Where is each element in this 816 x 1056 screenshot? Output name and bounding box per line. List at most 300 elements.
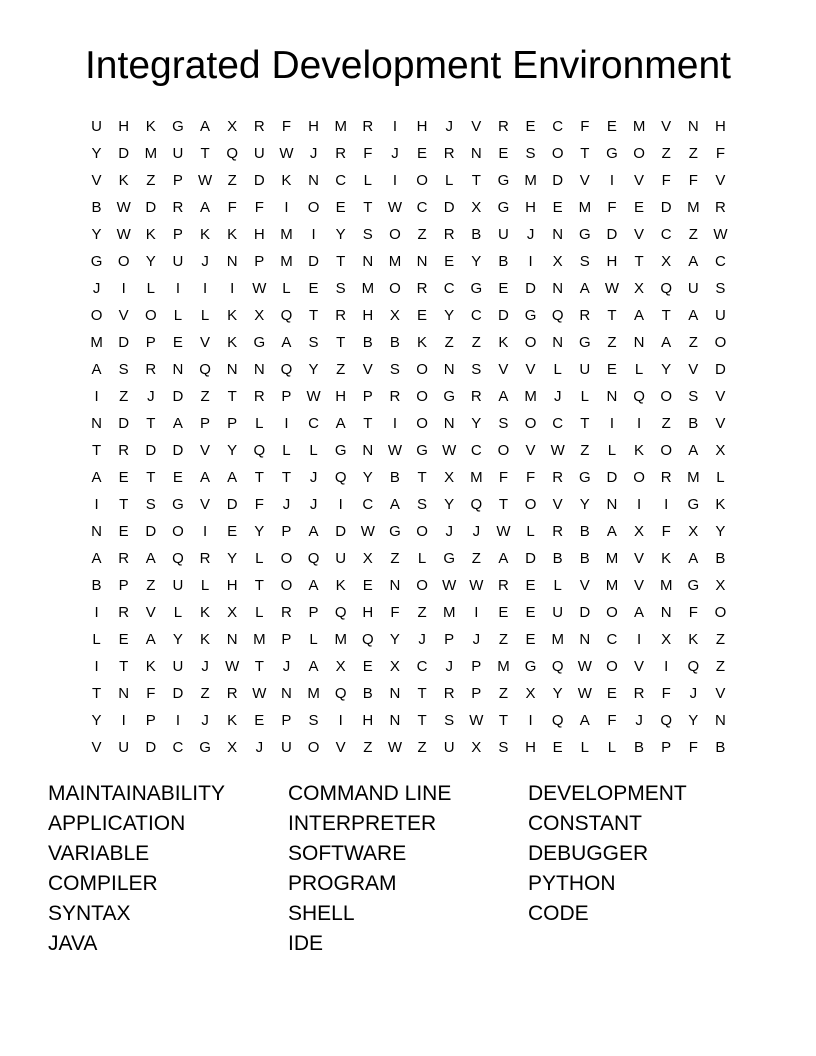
grid-cell[interactable]: N bbox=[362, 442, 374, 459]
grid-cell[interactable]: T bbox=[336, 253, 346, 270]
grid-cell[interactable]: E bbox=[525, 631, 536, 648]
grid-cell[interactable]: K bbox=[227, 226, 238, 243]
grid-cell[interactable]: G bbox=[470, 280, 483, 297]
grid-cell[interactable]: H bbox=[362, 307, 374, 324]
grid-cell[interactable]: J bbox=[445, 118, 453, 135]
grid-cell[interactable]: C bbox=[715, 253, 726, 270]
grid-cell[interactable]: R bbox=[335, 307, 347, 324]
grid-cell[interactable]: E bbox=[606, 685, 617, 702]
grid-cell[interactable]: W bbox=[252, 280, 267, 297]
grid-cell[interactable]: V bbox=[715, 172, 726, 189]
grid-cell[interactable]: N bbox=[715, 712, 726, 729]
grid-cell[interactable]: Z bbox=[471, 334, 481, 351]
grid-cell[interactable]: T bbox=[119, 496, 129, 513]
grid-cell[interactable]: U bbox=[498, 226, 509, 243]
grid-cell[interactable]: Z bbox=[498, 631, 509, 648]
grid-cell[interactable]: G bbox=[90, 253, 103, 270]
grid-cell[interactable]: Z bbox=[336, 361, 346, 378]
grid-cell[interactable]: N bbox=[91, 415, 102, 432]
grid-cell[interactable]: P bbox=[471, 658, 482, 675]
grid-cell[interactable]: Q bbox=[253, 442, 266, 459]
grid-cell[interactable]: Y bbox=[471, 253, 482, 270]
grid-cell[interactable]: P bbox=[227, 415, 238, 432]
grid-cell[interactable]: H bbox=[606, 253, 618, 270]
grid-cell[interactable]: J bbox=[445, 658, 453, 675]
grid-cell[interactable]: D bbox=[579, 604, 591, 621]
grid-cell[interactable]: N bbox=[308, 172, 319, 189]
grid-cell[interactable]: F bbox=[390, 604, 400, 621]
grid-cell[interactable]: L bbox=[445, 172, 454, 189]
grid-cell[interactable]: T bbox=[119, 658, 129, 675]
grid-cell[interactable]: T bbox=[471, 172, 481, 189]
grid-cell[interactable]: E bbox=[118, 469, 129, 486]
grid-cell[interactable]: B bbox=[715, 739, 726, 756]
grid-cell[interactable]: M bbox=[280, 253, 293, 270]
grid-cell[interactable]: J bbox=[282, 496, 291, 513]
grid-cell[interactable]: X bbox=[471, 199, 482, 216]
grid-cell[interactable]: F bbox=[688, 739, 698, 756]
grid-cell[interactable]: R bbox=[281, 604, 292, 621]
grid-cell[interactable]: I bbox=[202, 280, 208, 297]
grid-cell[interactable]: C bbox=[606, 631, 618, 648]
grid-cell[interactable]: Y bbox=[308, 361, 319, 378]
grid-cell[interactable]: I bbox=[311, 226, 316, 243]
grid-cell[interactable]: W bbox=[306, 388, 321, 405]
grid-cell[interactable]: M bbox=[253, 631, 266, 648]
grid-cell[interactable]: V bbox=[579, 577, 590, 594]
grid-cell[interactable]: L bbox=[526, 523, 535, 540]
grid-cell[interactable]: R bbox=[226, 685, 238, 702]
grid-cell[interactable]: D bbox=[335, 523, 347, 540]
grid-cell[interactable]: W bbox=[577, 658, 592, 675]
grid-cell[interactable]: K bbox=[145, 226, 156, 243]
grid-cell[interactable]: E bbox=[552, 739, 563, 756]
grid-cell[interactable]: V bbox=[634, 172, 645, 189]
grid-cell[interactable]: K bbox=[661, 550, 672, 567]
grid-cell[interactable]: X bbox=[552, 253, 563, 270]
grid-cell[interactable]: M bbox=[307, 685, 320, 702]
grid-cell[interactable]: V bbox=[200, 442, 211, 459]
grid-cell[interactable]: R bbox=[498, 577, 509, 594]
grid-cell[interactable]: Z bbox=[200, 388, 210, 405]
grid-cell[interactable]: O bbox=[90, 307, 103, 324]
grid-cell[interactable]: R bbox=[552, 523, 564, 540]
grid-cell[interactable]: Z bbox=[471, 550, 481, 567]
grid-cell[interactable]: N bbox=[470, 145, 482, 162]
grid-cell[interactable]: X bbox=[661, 631, 672, 648]
grid-cell[interactable]: F bbox=[363, 145, 373, 162]
grid-cell[interactable]: B bbox=[688, 415, 699, 432]
grid-cell[interactable]: O bbox=[714, 604, 727, 621]
grid-cell[interactable]: A bbox=[308, 577, 319, 594]
grid-cell[interactable]: X bbox=[444, 469, 455, 486]
grid-cell[interactable]: G bbox=[389, 523, 401, 540]
grid-cell[interactable]: E bbox=[606, 118, 617, 135]
grid-cell[interactable]: D bbox=[308, 253, 319, 270]
grid-cell[interactable]: O bbox=[416, 388, 428, 405]
grid-cell[interactable]: C bbox=[660, 226, 672, 243]
grid-cell[interactable]: D bbox=[172, 388, 184, 405]
grid-cell[interactable]: G bbox=[578, 334, 591, 351]
grid-cell[interactable]: Y bbox=[91, 145, 102, 162]
grid-cell[interactable]: S bbox=[715, 280, 726, 297]
grid-cell[interactable]: K bbox=[227, 307, 238, 324]
grid-cell[interactable]: Z bbox=[661, 415, 671, 432]
grid-cell[interactable]: Z bbox=[715, 658, 726, 675]
grid-cell[interactable]: R bbox=[715, 199, 726, 216]
grid-cell[interactable]: Q bbox=[660, 280, 673, 297]
grid-cell[interactable]: Z bbox=[417, 226, 427, 243]
grid-cell[interactable]: V bbox=[525, 361, 536, 378]
grid-cell[interactable]: Q bbox=[470, 496, 483, 513]
grid-cell[interactable]: S bbox=[579, 253, 590, 270]
grid-cell[interactable]: N bbox=[389, 685, 401, 702]
grid-cell[interactable]: O bbox=[389, 226, 401, 243]
grid-cell[interactable]: R bbox=[335, 145, 347, 162]
grid-cell[interactable]: H bbox=[335, 388, 347, 405]
grid-cell[interactable]: W bbox=[713, 226, 728, 243]
grid-cell[interactable]: J bbox=[282, 658, 291, 675]
grid-cell[interactable]: R bbox=[443, 145, 455, 162]
grid-cell[interactable]: Z bbox=[607, 334, 617, 351]
grid-cell[interactable]: P bbox=[444, 631, 455, 648]
grid-cell[interactable]: A bbox=[389, 496, 400, 513]
grid-cell[interactable]: R bbox=[118, 442, 130, 459]
grid-cell[interactable]: R bbox=[172, 199, 184, 216]
grid-cell[interactable]: I bbox=[636, 631, 642, 648]
grid-cell[interactable]: L bbox=[200, 577, 210, 594]
grid-cell[interactable]: E bbox=[227, 523, 238, 540]
grid-cell[interactable]: G bbox=[497, 199, 510, 216]
grid-cell[interactable]: A bbox=[634, 307, 645, 324]
grid-cell[interactable]: T bbox=[254, 469, 264, 486]
grid-cell[interactable]: J bbox=[526, 226, 535, 243]
grid-cell[interactable]: D bbox=[606, 469, 618, 486]
grid-cell[interactable]: O bbox=[416, 415, 428, 432]
grid-cell[interactable]: Q bbox=[687, 658, 700, 675]
grid-cell[interactable]: D bbox=[145, 739, 157, 756]
grid-cell[interactable]: H bbox=[253, 226, 265, 243]
grid-cell[interactable]: E bbox=[525, 577, 536, 594]
grid-cell[interactable]: Z bbox=[363, 739, 373, 756]
grid-cell[interactable]: N bbox=[226, 361, 238, 378]
grid-cell[interactable]: Y bbox=[335, 226, 346, 243]
grid-cell[interactable]: I bbox=[284, 199, 289, 216]
grid-cell[interactable]: J bbox=[309, 469, 318, 486]
grid-cell[interactable]: K bbox=[227, 712, 238, 729]
grid-cell[interactable]: J bbox=[391, 145, 399, 162]
grid-cell[interactable]: W bbox=[279, 145, 294, 162]
grid-cell[interactable]: Y bbox=[552, 685, 563, 702]
grid-cell[interactable]: P bbox=[362, 388, 373, 405]
grid-cell[interactable]: E bbox=[335, 199, 346, 216]
grid-cell[interactable]: I bbox=[284, 415, 289, 432]
grid-cell[interactable]: Q bbox=[280, 361, 293, 378]
grid-cell[interactable]: D bbox=[145, 523, 157, 540]
grid-cell[interactable]: F bbox=[254, 199, 264, 216]
grid-cell[interactable]: X bbox=[254, 307, 265, 324]
grid-cell[interactable]: F bbox=[146, 685, 156, 702]
grid-cell[interactable]: T bbox=[417, 469, 427, 486]
grid-cell[interactable]: A bbox=[200, 199, 211, 216]
grid-cell[interactable]: E bbox=[362, 577, 373, 594]
grid-cell[interactable]: A bbox=[688, 442, 699, 459]
grid-cell[interactable]: T bbox=[417, 685, 427, 702]
grid-cell[interactable]: A bbox=[688, 550, 699, 567]
grid-cell[interactable]: L bbox=[200, 307, 210, 324]
grid-cell[interactable]: E bbox=[172, 469, 183, 486]
grid-cell[interactable]: D bbox=[226, 496, 238, 513]
grid-cell[interactable]: G bbox=[524, 307, 537, 324]
grid-cell[interactable]: X bbox=[688, 523, 699, 540]
grid-cell[interactable]: K bbox=[335, 577, 346, 594]
grid-cell[interactable]: B bbox=[389, 469, 400, 486]
grid-cell[interactable]: Q bbox=[280, 307, 293, 324]
grid-cell[interactable]: R bbox=[660, 469, 672, 486]
grid-cell[interactable]: X bbox=[715, 442, 726, 459]
grid-cell[interactable]: Z bbox=[119, 388, 129, 405]
grid-cell[interactable]: N bbox=[443, 415, 455, 432]
grid-cell[interactable]: L bbox=[173, 604, 183, 621]
grid-cell[interactable]: M bbox=[280, 226, 293, 243]
grid-cell[interactable]: I bbox=[338, 712, 343, 729]
grid-cell[interactable]: H bbox=[416, 118, 428, 135]
grid-cell[interactable]: T bbox=[607, 307, 617, 324]
grid-cell[interactable]: X bbox=[389, 658, 400, 675]
grid-cell[interactable]: R bbox=[416, 280, 428, 297]
grid-cell[interactable]: Y bbox=[688, 712, 699, 729]
grid-cell[interactable]: O bbox=[307, 739, 320, 756]
grid-cell[interactable]: E bbox=[444, 253, 455, 270]
grid-cell[interactable]: R bbox=[253, 388, 265, 405]
grid-cell[interactable]: B bbox=[91, 199, 102, 216]
grid-cell[interactable]: O bbox=[660, 442, 673, 459]
grid-cell[interactable]: M bbox=[605, 577, 619, 594]
grid-cell[interactable]: F bbox=[498, 469, 509, 486]
grid-cell[interactable]: Z bbox=[417, 739, 427, 756]
grid-cell[interactable]: G bbox=[416, 442, 428, 459]
grid-cell[interactable]: A bbox=[335, 415, 346, 432]
grid-cell[interactable]: H bbox=[525, 199, 536, 216]
grid-cell[interactable]: N bbox=[226, 253, 238, 270]
grid-cell[interactable]: T bbox=[308, 307, 319, 324]
grid-cell[interactable]: H bbox=[525, 739, 536, 756]
grid-cell[interactable]: T bbox=[363, 415, 373, 432]
grid-cell[interactable]: L bbox=[92, 631, 101, 648]
grid-cell[interactable]: X bbox=[389, 307, 400, 324]
grid-cell[interactable]: O bbox=[416, 172, 428, 189]
grid-cell[interactable]: D bbox=[660, 199, 672, 216]
grid-cell[interactable]: L bbox=[607, 442, 617, 459]
grid-cell[interactable]: J bbox=[472, 631, 481, 648]
grid-cell[interactable]: I bbox=[175, 280, 181, 297]
grid-cell[interactable]: G bbox=[687, 577, 700, 594]
grid-cell[interactable]: N bbox=[118, 685, 130, 702]
grid-cell[interactable]: O bbox=[551, 145, 564, 162]
grid-cell[interactable]: D bbox=[145, 199, 157, 216]
grid-cell[interactable]: S bbox=[471, 361, 482, 378]
grid-cell[interactable]: Q bbox=[199, 361, 211, 378]
grid-cell[interactable]: N bbox=[579, 631, 591, 648]
grid-cell[interactable]: I bbox=[338, 496, 343, 513]
grid-cell[interactable]: R bbox=[362, 118, 374, 135]
grid-cell[interactable]: F bbox=[607, 712, 617, 729]
grid-cell[interactable]: L bbox=[282, 442, 291, 459]
grid-cell[interactable]: P bbox=[118, 577, 129, 594]
grid-cell[interactable]: K bbox=[498, 334, 509, 351]
grid-cell[interactable]: J bbox=[201, 712, 209, 729]
grid-cell[interactable]: Z bbox=[146, 172, 156, 189]
grid-cell[interactable]: U bbox=[687, 280, 699, 297]
grid-cell[interactable]: Z bbox=[688, 334, 698, 351]
grid-cell[interactable]: R bbox=[633, 685, 645, 702]
grid-cell[interactable]: L bbox=[146, 280, 155, 297]
grid-cell[interactable]: A bbox=[688, 307, 699, 324]
grid-cell[interactable]: U bbox=[253, 145, 265, 162]
grid-cell[interactable]: V bbox=[498, 361, 509, 378]
grid-cell[interactable]: E bbox=[634, 199, 645, 216]
grid-cell[interactable]: V bbox=[552, 496, 563, 513]
grid-cell[interactable]: U bbox=[91, 118, 102, 135]
grid-cell[interactable]: O bbox=[524, 334, 537, 351]
grid-cell[interactable]: S bbox=[417, 496, 428, 513]
grid-cell[interactable]: H bbox=[362, 712, 374, 729]
grid-cell[interactable]: U bbox=[715, 307, 726, 324]
grid-cell[interactable]: I bbox=[94, 658, 99, 675]
grid-cell[interactable]: V bbox=[91, 172, 102, 189]
grid-cell[interactable]: E bbox=[308, 280, 319, 297]
grid-cell[interactable]: A bbox=[227, 469, 238, 486]
grid-cell[interactable]: D bbox=[525, 550, 536, 567]
grid-cell[interactable]: T bbox=[498, 712, 509, 729]
grid-cell[interactable]: U bbox=[172, 145, 184, 162]
grid-cell[interactable]: N bbox=[552, 226, 564, 243]
grid-cell[interactable]: N bbox=[443, 361, 455, 378]
grid-cell[interactable]: C bbox=[335, 172, 347, 189]
grid-cell[interactable]: O bbox=[660, 388, 673, 405]
grid-cell[interactable]: G bbox=[578, 469, 591, 486]
grid-cell[interactable]: T bbox=[281, 469, 292, 486]
grid-cell[interactable]: T bbox=[336, 334, 346, 351]
grid-cell[interactable]: I bbox=[636, 496, 642, 513]
grid-cell[interactable]: I bbox=[664, 658, 669, 675]
grid-cell[interactable]: O bbox=[606, 604, 618, 621]
grid-cell[interactable]: S bbox=[498, 739, 509, 756]
grid-cell[interactable]: E bbox=[362, 658, 373, 675]
grid-cell[interactable]: A bbox=[91, 469, 102, 486]
grid-cell[interactable]: S bbox=[145, 496, 156, 513]
grid-cell[interactable]: O bbox=[606, 658, 618, 675]
grid-cell[interactable]: Z bbox=[200, 685, 210, 702]
grid-cell[interactable]: M bbox=[470, 469, 483, 486]
grid-cell[interactable]: P bbox=[281, 712, 292, 729]
grid-cell[interactable]: O bbox=[524, 415, 537, 432]
grid-cell[interactable]: P bbox=[145, 334, 156, 351]
grid-cell[interactable]: V bbox=[579, 172, 590, 189]
grid-cell[interactable]: A bbox=[661, 334, 672, 351]
grid-cell[interactable]: L bbox=[580, 388, 589, 405]
grid-cell[interactable]: O bbox=[307, 199, 320, 216]
grid-cell[interactable]: O bbox=[172, 523, 184, 540]
grid-cell[interactable]: I bbox=[636, 415, 642, 432]
grid-cell[interactable]: M bbox=[334, 631, 347, 648]
grid-cell[interactable]: A bbox=[498, 388, 509, 405]
grid-cell[interactable]: U bbox=[579, 361, 591, 378]
grid-cell[interactable]: D bbox=[145, 442, 157, 459]
grid-cell[interactable]: S bbox=[362, 226, 373, 243]
grid-cell[interactable]: A bbox=[579, 712, 590, 729]
grid-cell[interactable]: I bbox=[230, 280, 235, 297]
grid-cell[interactable]: V bbox=[145, 604, 156, 621]
grid-cell[interactable]: E bbox=[118, 523, 129, 540]
grid-cell[interactable]: I bbox=[392, 118, 398, 135]
grid-cell[interactable]: J bbox=[92, 280, 101, 297]
grid-cell[interactable]: H bbox=[308, 118, 319, 135]
grid-cell[interactable]: W bbox=[442, 442, 457, 459]
grid-cell[interactable]: W bbox=[469, 712, 484, 729]
grid-cell[interactable]: Z bbox=[580, 442, 590, 459]
grid-cell[interactable]: F bbox=[525, 469, 536, 486]
grid-cell[interactable]: Y bbox=[471, 415, 482, 432]
grid-cell[interactable]: N bbox=[253, 361, 265, 378]
grid-cell[interactable]: B bbox=[362, 685, 373, 702]
grid-cell[interactable]: X bbox=[227, 604, 238, 621]
grid-cell[interactable]: N bbox=[389, 577, 401, 594]
grid-cell[interactable]: E bbox=[172, 334, 183, 351]
grid-cell[interactable]: B bbox=[579, 550, 590, 567]
grid-cell[interactable]: E bbox=[525, 604, 536, 621]
grid-cell[interactable]: I bbox=[664, 496, 669, 513]
grid-cell[interactable]: D bbox=[606, 226, 618, 243]
grid-cell[interactable]: L bbox=[716, 469, 725, 486]
grid-cell[interactable]: P bbox=[254, 253, 265, 270]
grid-cell[interactable]: J bbox=[445, 523, 453, 540]
grid-cell[interactable]: V bbox=[688, 361, 699, 378]
grid-cell[interactable]: K bbox=[227, 334, 238, 351]
grid-cell[interactable]: A bbox=[688, 253, 699, 270]
grid-cell[interactable]: D bbox=[253, 172, 265, 189]
grid-cell[interactable]: D bbox=[118, 145, 130, 162]
grid-cell[interactable]: Z bbox=[390, 550, 400, 567]
grid-cell[interactable]: M bbox=[551, 631, 564, 648]
grid-cell[interactable]: W bbox=[442, 577, 457, 594]
grid-cell[interactable]: W bbox=[387, 199, 403, 216]
grid-cell[interactable]: A bbox=[145, 631, 156, 648]
grid-cell[interactable]: W bbox=[604, 280, 620, 297]
grid-cell[interactable]: Q bbox=[551, 712, 564, 729]
grid-cell[interactable]: X bbox=[634, 280, 645, 297]
grid-cell[interactable]: S bbox=[308, 334, 319, 351]
grid-cell[interactable]: V bbox=[634, 658, 645, 675]
grid-cell[interactable]: N bbox=[172, 361, 184, 378]
grid-cell[interactable]: E bbox=[606, 361, 617, 378]
grid-cell[interactable]: R bbox=[498, 118, 509, 135]
grid-cell[interactable]: I bbox=[94, 604, 99, 621]
grid-cell[interactable]: N bbox=[606, 388, 618, 405]
grid-cell[interactable]: E bbox=[498, 604, 509, 621]
grid-cell[interactable]: M bbox=[388, 253, 402, 270]
grid-cell[interactable]: V bbox=[634, 226, 645, 243]
grid-cell[interactable]: J bbox=[309, 496, 318, 513]
grid-cell[interactable]: P bbox=[145, 712, 156, 729]
grid-cell[interactable]: Y bbox=[91, 226, 102, 243]
grid-cell[interactable]: G bbox=[687, 496, 700, 513]
grid-cell[interactable]: O bbox=[714, 334, 727, 351]
grid-cell[interactable]: D bbox=[172, 442, 184, 459]
grid-cell[interactable]: U bbox=[118, 739, 130, 756]
grid-cell[interactable]: Q bbox=[334, 604, 347, 621]
grid-cell[interactable]: B bbox=[362, 334, 373, 351]
